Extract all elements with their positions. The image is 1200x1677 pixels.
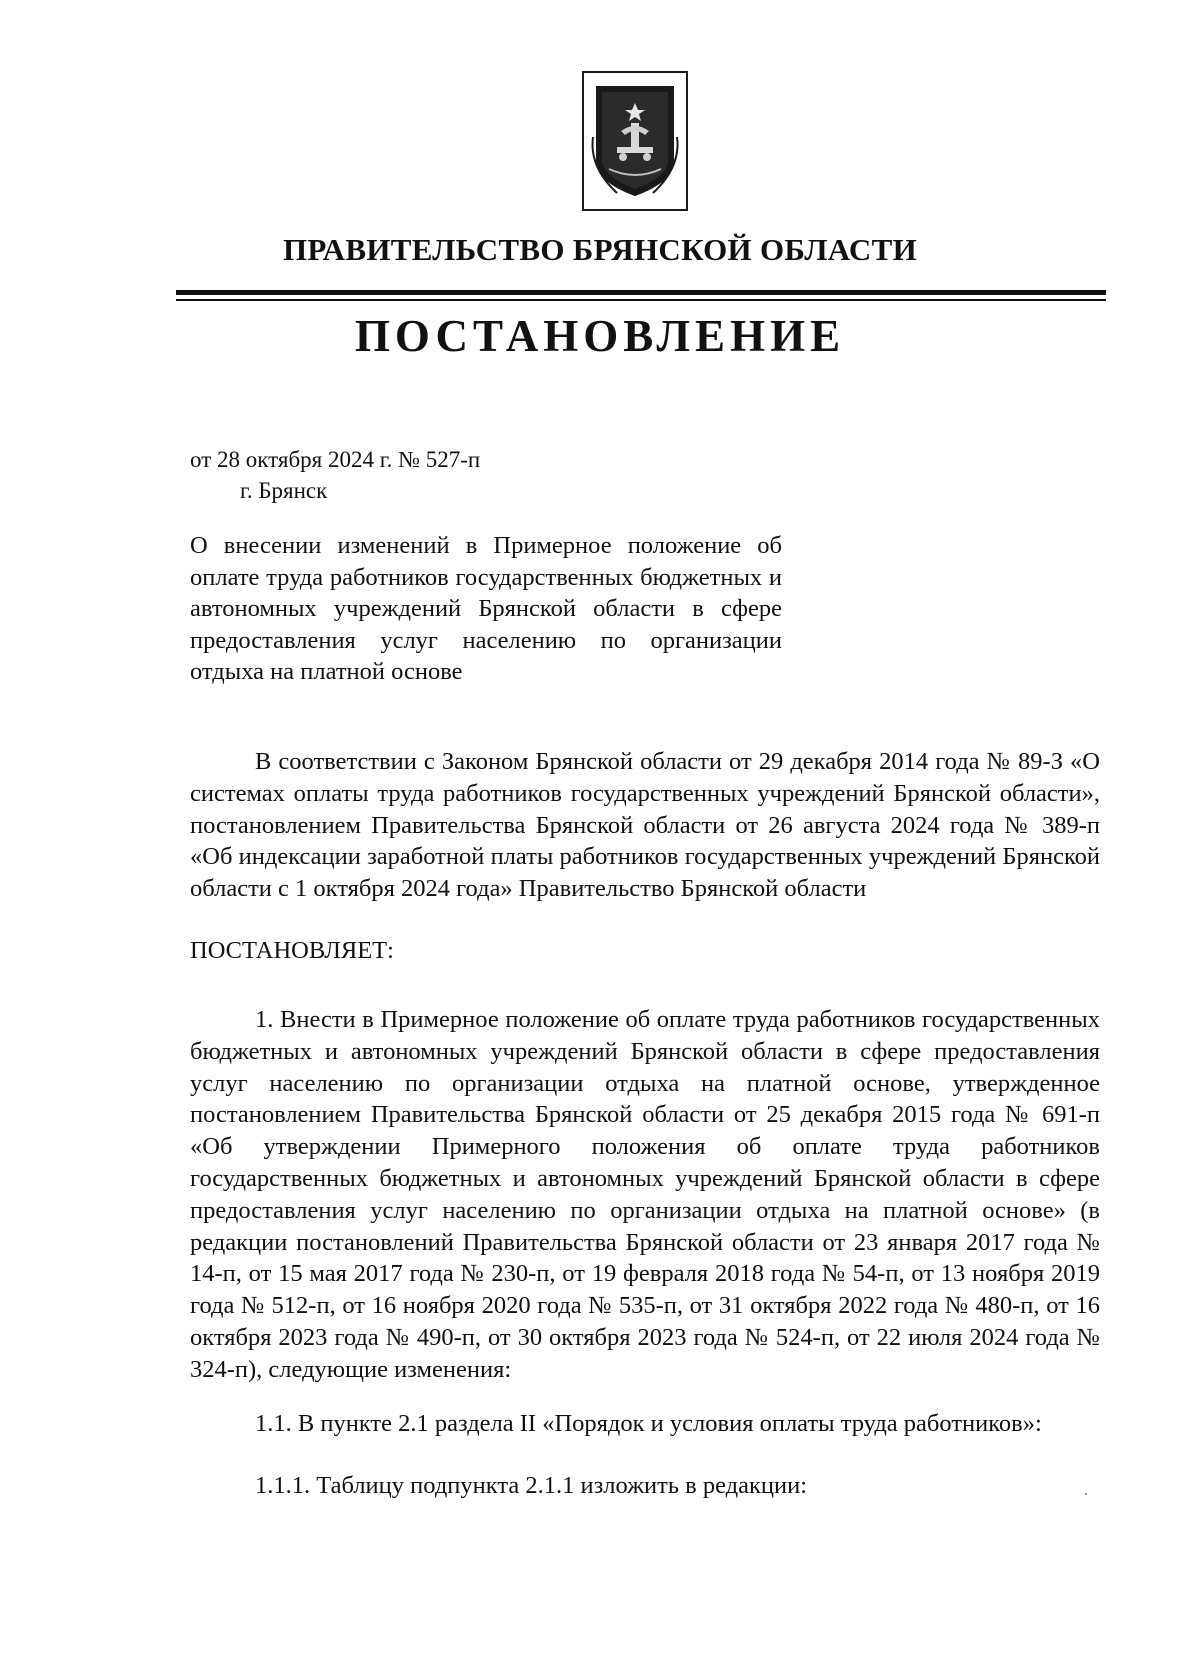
decree-word: ПОСТАНОВЛЯЕТ: — [190, 937, 394, 964]
authority-title: ПРАВИТЕЛЬСТВО БРЯНСКОЙ ОБЛАСТИ — [282, 232, 918, 267]
city: г. Брянск — [240, 478, 328, 503]
item-1-1-paragraph — [190, 1408, 1100, 1440]
preamble-paragraph — [190, 746, 1100, 905]
item-1-1-1-text: 1.1.1. Таблицу подпункта 2.1.1 изложить в редакции: — [255, 1472, 808, 1499]
item-1-1-1-paragraph — [190, 1470, 1100, 1502]
date-number: от 28 октября 2024 г. № 527-п — [190, 447, 481, 472]
bryansk-coat-of-arms-icon — [587, 77, 683, 205]
header-rule-thick — [176, 290, 1106, 295]
document-type-title: ПОСТАНОВЛЕНИЕ — [354, 311, 846, 361]
item-1-1-text: 1.1. В пункте 2.1 раздела II «Порядок и условия оплаты труда работников»: — [255, 1410, 1042, 1437]
header-rule-thin — [176, 299, 1106, 301]
emblem-frame — [582, 71, 688, 211]
document-subject: О внесении изменений в Примерное положение об оплате труда работников государственных бюджетных и автономных учреждений Брянской области в сфере предоставления услуг населению по организации отдыха на платной основе — [190, 532, 782, 685]
preamble-text: В соответствии с Законом Брянской области от 29 декабря 2014 года № 89-З «О системах оплаты труда работников государственных учреждений Брянской области», постановлением Правительства Брянской области от 26 августа 2024 года № 389-п «Об индексации заработной платы работников государственных учреждений Брянской области с 1 октября 2024 года» Правительство Брянской области — [190, 748, 1100, 903]
item-1-text: 1. Внести в Примерное положение об оплате труда работников государственных бюджетных и автономных учреждений Брянской области в сфере предоставления услуг населению по организации отдыха на платной основе, утвержденное постановлением Правительства Брянской области от 25 декабря 2015 года № 691-п «Об утверждении Примерного положения об оплате труда работников государственных бюджетных и автономных учреждений Брянской области в сфере предоставления услуг населению по организации отдыха на платной основе» (в редакции постановлений Правительства Брянской области от 23 января 2017 года № 14-п, от 15 мая 2017 года № 230-п, от 19 февраля 2018 года № 54-п, от 13 ноября 2019 года № 512-п, от 16 ноября 2020 года № 535-п, от 31 октября 2022 года № 480-п, от 16 октября 2023 года № 490-п, от 30 октября 2023 года № 524-п, от 22 июля 2024 года № 324-п), следующие изменения: — [190, 1006, 1100, 1383]
scan-speck — [1085, 1493, 1087, 1495]
item-1-paragraph — [190, 1004, 1100, 1386]
